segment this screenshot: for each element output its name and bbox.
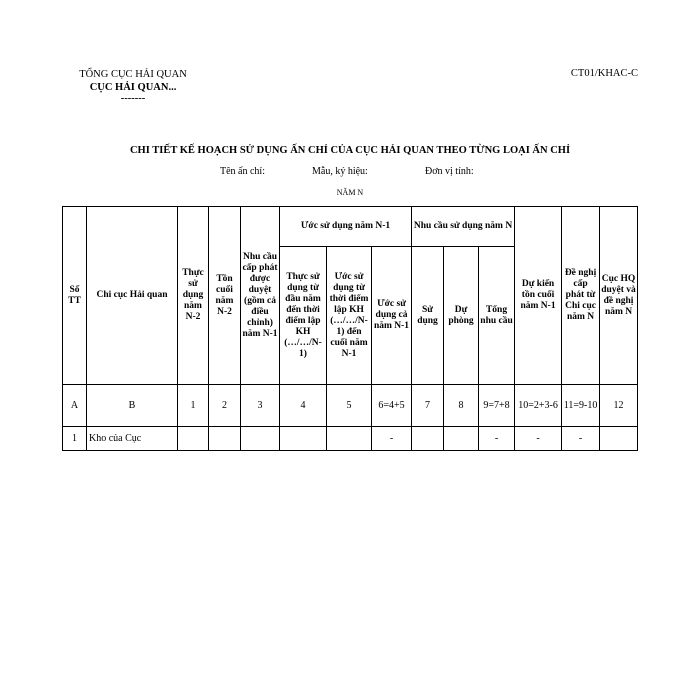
row-cell <box>327 427 372 451</box>
header-underline: ------- <box>120 93 146 104</box>
index-cell: 1 <box>178 385 209 427</box>
row-cell <box>280 427 327 451</box>
header-de-nghi-cap: Đề nghị cấp phát từ Chi cục năm N <box>562 207 600 385</box>
index-cell: B <box>87 385 178 427</box>
index-cell: 5 <box>327 385 372 427</box>
row-cell <box>178 427 209 451</box>
agency-name: TỔNG CỤC HẢI QUAN <box>79 69 187 80</box>
row-cell: - <box>515 427 562 451</box>
header-ton-cuoi: Tồn cuối năm N-2 <box>209 207 241 385</box>
header-tong-nhu-cau: Tổng nhu cầu <box>479 247 515 385</box>
header-nhu-cau-group: Nhu cầu sử dụng năm N <box>412 207 515 247</box>
index-cell: 10=2+3-6 <box>515 385 562 427</box>
row-stt: 1 <box>63 427 87 451</box>
page-title: CHI TIẾT KẾ HOẠCH SỬ DỤNG ẤN CHỈ CỦA CỤC HẢI QUAN THEO TỪNG LOẠI ẤN CHỈ <box>129 145 571 156</box>
header-thuc-su-dung: Thực sử dụng năm N-2 <box>178 207 209 385</box>
department-name: CỤC HẢI QUAN... <box>89 82 177 93</box>
field-ten-an-chi: Tên ấn chỉ: <box>220 166 265 177</box>
row-cell <box>241 427 280 451</box>
field-mau-ky-hieu: Mẫu, ký hiệu: <box>312 166 368 177</box>
index-cell: 9=7+8 <box>479 385 515 427</box>
header-uoc-tu-diem: Ước sử dụng từ thời điểm lập KH (…/…/N-1) đến cuối năm N-1 <box>327 247 372 385</box>
row-cell <box>444 427 479 451</box>
row-chi-cuc: Kho của Cục <box>87 427 178 451</box>
field-don-vi-tinh: Đơn vị tính: <box>425 166 474 177</box>
header-du-phong: Dự phòng <box>444 247 479 385</box>
row-cell <box>600 427 638 451</box>
index-cell: 7 <box>412 385 444 427</box>
index-cell: 4 <box>280 385 327 427</box>
index-cell: 3 <box>241 385 280 427</box>
row-cell: - <box>479 427 515 451</box>
row-cell <box>412 427 444 451</box>
header-uoc-group: Ước sử dụng năm N-1 <box>280 207 412 247</box>
index-cell: 12 <box>600 385 638 427</box>
issuing-agency-block <box>58 68 208 104</box>
plan-table <box>62 206 638 451</box>
header-cuc-hq-duyet: Cục HQ duyệt và đề nghị năm N <box>600 207 638 385</box>
header-du-kien-ton: Dự kiến tồn cuối năm N-1 <box>515 207 562 385</box>
index-cell: 8 <box>444 385 479 427</box>
index-cell: 11=9-10 <box>562 385 600 427</box>
row-cell: - <box>562 427 600 451</box>
header-chi-cuc: Chi cục Hải quan <box>87 207 178 385</box>
index-cell: 6=4+5 <box>372 385 412 427</box>
header-uoc-dau-nam: Thực sử dụng từ đầu năm đến thời điểm lập KH (…/…/N-1) <box>280 247 327 385</box>
index-cell: A <box>63 385 87 427</box>
year-label: NĂM N <box>336 188 364 197</box>
header-uoc-ca-nam: Ước sử dụng cả năm N-1 <box>372 247 412 385</box>
table-row <box>63 427 638 451</box>
header-nhu-cau-cap-phat: Nhu cầu cấp phát được duyệt (gồm cả điều chỉnh) năm N-1 <box>241 207 280 385</box>
form-code: CT01/KHAC-C <box>570 68 638 79</box>
index-row <box>63 385 638 427</box>
header-stt: Số TT <box>63 207 87 385</box>
index-cell: 2 <box>209 385 241 427</box>
row-cell: - <box>372 427 412 451</box>
header-su-dung: Sử dụng <box>412 247 444 385</box>
row-cell <box>209 427 241 451</box>
